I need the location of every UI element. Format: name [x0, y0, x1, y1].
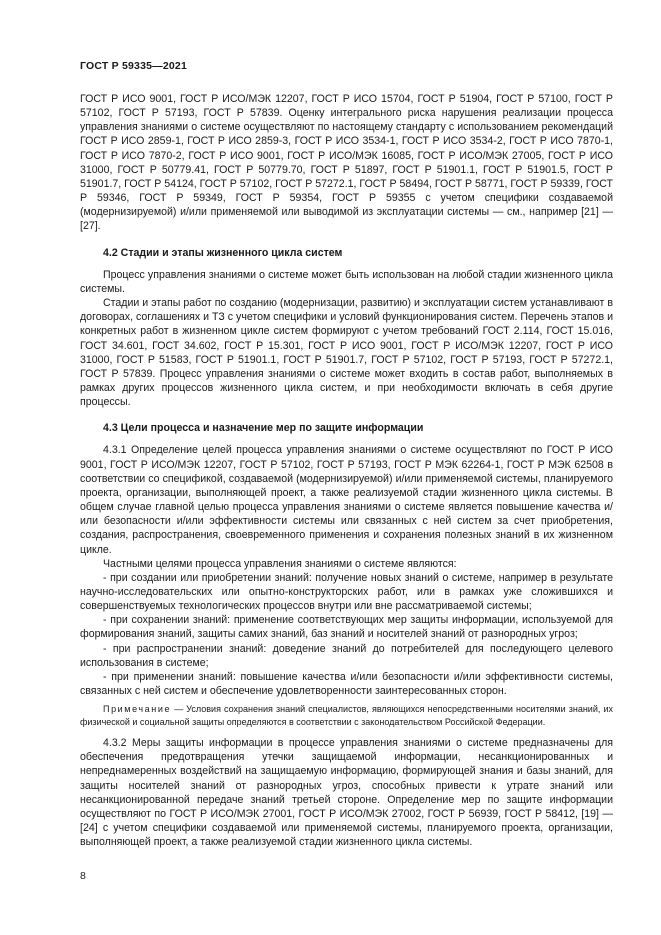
document-body [80, 92, 613, 849]
note-text: — Условия сохранения знаний специалистов, являющихся непосредственными носителями знаний, их физической и социальной защиты определяются в соответствии с законодательством Российской Федерации. [80, 704, 613, 727]
body-paragraph: Стадии и этапы работ по созданию (модернизации, развитию) и эксплуатации систем устанавливают в договорах, соглашениях и ТЗ с учетом специфики и условий функционирования систем. Перечень этапов и конкретных работ в жизненном цикле систем формируют с учетом требований ГОСТ 2.114, ГОСТ 15.016, ГОСТ 34.601, ГОСТ 34.602, ГОСТ Р 15.301, ГОСТ Р ИСО 9001, ГОСТ Р ИСО/МЭК 12207, ГОСТ Р ИСО 31000, ГОСТ Р 51583, ГОСТ Р 51901.1, ГОСТ Р 51901.7, ГОСТ Р 57102, ГОСТ Р 57193, ГОСТ Р 57272.1, ГОСТ Р 57839. Процесс управления знаниями о системе может входить в состав работ, выполняемых в рамках других процессов жизненного цикла систем, и при необходимости включать в себя другие процессы. [80, 297, 613, 409]
page-number: 8 [80, 870, 86, 882]
body-paragraph: - при применении знаний: повышение качества и/или безопасности и/или эффективности системы, связанных с ней систем и обеспечение удовлетворенности заинтересованных сторон. [80, 670, 613, 698]
body-paragraph: ГОСТ Р ИСО 9001, ГОСТ Р ИСО/МЭК 12207, ГОСТ Р ИСО 15704, ГОСТ Р 51904, ГОСТ Р 57100, ГОСТ Р 57102, ГОСТ Р 57193, ГОСТ Р 57839. Оценку интегрального риска нарушения реализации процесса управления знаниями о системе осуществляют по настоящему стандарту с использованием рекомендаций ГОСТ Р ИСО 2859-1, ГОСТ Р ИСО 2859-3, ГОСТ Р ИСО 3534-1, ГОСТ Р ИСО 3534-2, ГОСТ Р ИСО 7870-1, ГОСТ Р ИСО 7870-2, ГОСТ Р ИСО 9001, ГОСТ Р ИСО/МЭК 16085, ГОСТ Р ИСО/МЭК 27005, ГОСТ Р ИСО 31000, ГОСТ Р 50779.41, ГОСТ Р 50779.70, ГОСТ Р 51897, ГОСТ Р 51901.1, ГОСТ Р 51901.5, ГОСТ Р 51901.7, ГОСТ Р 54124, ГОСТ Р 57102, ГОСТ Р 57272.1, ГОСТ Р 58494, ГОСТ Р 58771, ГОСТ Р 59339, ГОСТ Р 59346, ГОСТ Р 59349, ГОСТ Р 59354, ГОСТ Р 59355 с учетом специфики создаваемой (модернизируемой) и/или применяемой или выводимой из эксплуатации системы — см., например [21] — [27]. [80, 93, 613, 233]
body-paragraph: - при сохранении знаний: применение соответствующих мер защиты информации, используемой для формирования знаний, защиты самих знаний, баз знаний и носителей знаний от разнородных угроз; [80, 614, 613, 641]
body-paragraph: Процесс управления знаниями о системе может быть использован на любой стадии жизненного цикла системы. [80, 268, 613, 295]
section-heading: 4.2 Стадии и этапы жизненного цикла систем [103, 246, 343, 259]
section-heading: 4.3 Цели процесса и назначение мер по защите информации [103, 422, 424, 435]
note-label: Примечание [103, 704, 172, 715]
body-paragraph: Частными целями процесса управления знаниями о системе являются: [103, 557, 457, 570]
note-paragraph [80, 703, 613, 728]
body-paragraph: - при распространении знаний: доведение знаний до потребителей для последующего целевого использования в системе; [80, 642, 613, 669]
document-code-header: ГОСТ Р 59335—2021 [80, 60, 188, 72]
body-paragraph: 4.3.2 Меры защиты информации в процессе управления знаниями о системе предназначены для обеспечения предотвращения утечки защищаемой информации, несанкционированных и непреднамеренных воздействий на защищаемую информацию, формирующей знания и базы знаний, для защиты носителей знаний от разнородных угроз, способных привести к утрате знаний или несанкционированной передаче знаний третьей стороне. Определение мер по защите информации осуществляют по ГОСТ Р ИСО/МЭК 27001, ГОСТ Р ИСО/МЭК 27002, ГОСТ Р 56939, ГОСТ Р 58412, [19] — [24] с учетом специфики создаваемой или применяемой системы, планируемого проекта, организации, выполняющей проект, а также реализуемой стадии жизненного цикла системы. [80, 737, 613, 849]
body-paragraph: - при создании или приобретении знаний: получение новых знаний о системе, например в результате научно-исследовательских или опытно-конструкторских работ, или в рамках уже сложившихся и совершенствуемых технологических процессов внутри или вне рассматриваемой системы; [80, 571, 613, 613]
body-paragraph: 4.3.1 Определение целей процесса управления знаниями о системе осуществляют по ГОСТ Р ИСО 9001, ГОСТ Р ИСО/МЭК 12207, ГОСТ Р 57102, ГОСТ Р 57193, ГОСТ Р МЭК 62264-1, ГОСТ Р МЭК 62508 в соответствии со спецификой, создаваемой (модернизируемой) и/или применяемой системы, планируемого проекта, организации, выполняющей проект, а также реализуемой стадии жизненного цикла системы. В общем случае главной целью процесса управления знаниями о системе является повышение качества и/или безопасности и/или эффективности системы или связанных с ней систем за счет приобретения, создания, распространения, своевременного применения и сохранения полезных знаний в их жизненном цикле. [80, 444, 613, 556]
